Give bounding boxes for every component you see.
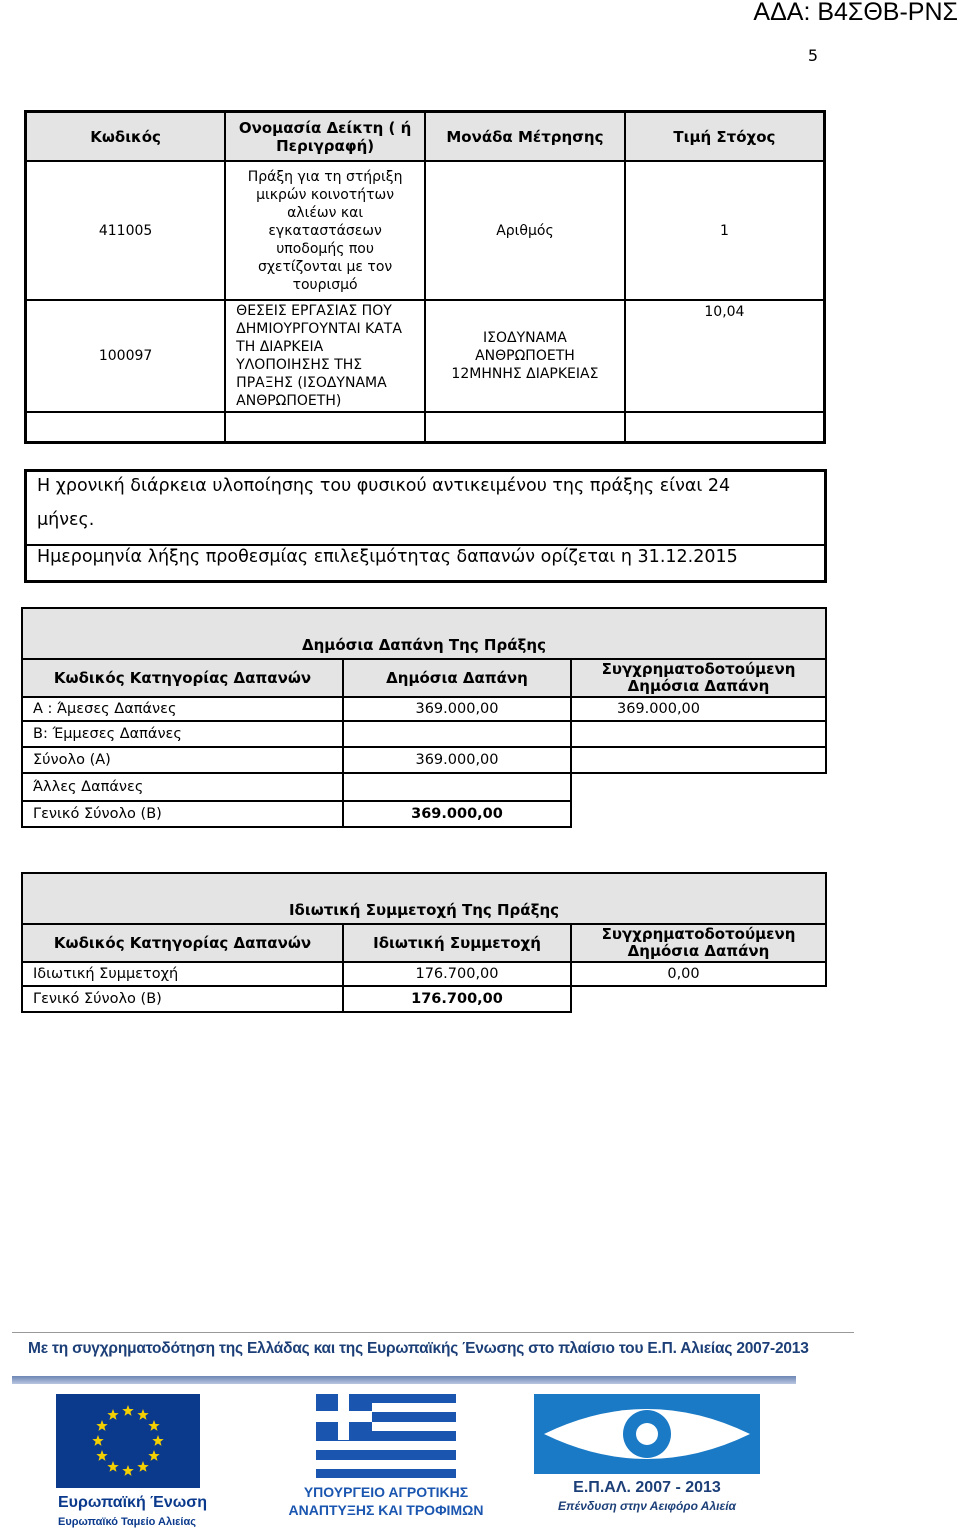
public-expenditure-table: [21, 607, 827, 828]
ministry-logo: [288, 1394, 484, 1530]
private-total: 176.700,00: [343, 986, 571, 1012]
indicators-table: [24, 110, 826, 444]
private-contribution-title: Ιδιωτική Συμμετοχή Της Πράξης: [22, 873, 826, 924]
table-row: [26, 300, 825, 412]
col-cofinanced-header: Συγχρηματοδοτούμενη Δημόσια Δαπάνη: [571, 659, 826, 697]
public-value: 369.000,00: [343, 697, 571, 721]
col-category-header: Κωδικός Κατηγορίας Δαπανών: [22, 924, 343, 962]
ministry-line-2: ΑΝΑΠΤΥΞΗΣ ΚΑΙ ΤΡΟΦΙΜΩΝ: [288, 1502, 484, 1518]
deadline-line: Ημερομηνία λήξης προθεσμίας επιλεξιμότητας δαπανών ορίζεται η 31.12.2015: [37, 547, 738, 567]
indicator-code: 411005: [26, 161, 226, 300]
table-row: [22, 801, 826, 827]
expense-label: Β: Έμμεσες Δαπάνες: [22, 721, 343, 747]
contribution-label: Ιδιωτική Συμμετοχή: [22, 962, 343, 986]
private-contribution-table: [21, 872, 827, 1013]
table-row: [22, 747, 826, 773]
indicator-target: 10,04: [625, 300, 825, 412]
col-category-header: Κωδικός Κατηγορίας Δαπανών: [22, 659, 343, 697]
footer-bar: [12, 1376, 796, 1384]
expense-label: Α : Άμεσες Δαπάνες: [22, 697, 343, 721]
public-expenditure-title: Δημόσια Δαπάνη Της Πράξης: [22, 608, 826, 659]
cofinanced-value: [571, 747, 826, 773]
eu-logo: [56, 1394, 206, 1530]
public-value: [343, 721, 571, 747]
col-target-header: Τιμή Στόχος: [625, 112, 825, 162]
ministry-line-1: ΥΠΟΥΡΓΕΙΟ ΑΓΡΟΤΙΚΗΣ: [303, 1484, 469, 1500]
expense-label: Γενικό Σύνολο (Β): [22, 801, 343, 827]
duration-box: [24, 469, 827, 583]
expense-label: Σύνολο (Α): [22, 747, 343, 773]
epal-subtitle: Επένδυση στην Αειφόρο Αλιεία: [558, 1499, 736, 1513]
cofinanced-value: 0,00: [571, 962, 826, 986]
col-unit-header: Μονάδα Μέτρησης: [425, 112, 625, 162]
cofunding-statement: Με τη συγχρηματοδότηση της Ελλάδας και της Ευρωπαϊκής Ένωσης στο πλαίσιο του Ε.Π. Αλιείας 2007-2013: [28, 1340, 809, 1357]
epal-logo: [534, 1394, 764, 1520]
table-row: [22, 986, 826, 1012]
eu-logo-subtitle: Ευρωπαϊκό Ταμείο Αλιείας: [58, 1516, 196, 1528]
indicator-unit: Αριθμός: [425, 161, 625, 300]
indicator-name: Πράξη για τη στήριξη μικρών κοινοτήτων αλιέων και εγκαταστάσεων υποδομής που σχετίζονται με τον τουρισμό: [225, 161, 425, 300]
col-code-header: Κωδικός: [26, 112, 226, 162]
table-row: [22, 697, 826, 721]
page-number: 5: [807, 46, 818, 65]
indicator-name: ΘΕΣΕΙΣ ΕΡΓΑΣΙΑΣ ΠΟΥ ΔΗΜΙΟΥΡΓΟΥΝΤΑΙ ΚΑΤΑ ΤΗ ΔΙΑΡΚΕΙΑ ΥΛΟΠΟΙΗΣΗΣ ΤΗΣ ΠΡΑΞΗΣ (ΙΣΟΔΥΝΑΜΑ ΑΝΘΡΩΠΟΕΤΗ): [225, 300, 425, 412]
table-row-empty: [26, 412, 825, 443]
table-row: [22, 773, 826, 801]
indicator-unit: ΙΣΟΔΥΝΑΜΑ ΑΝΘΡΩΠΟΕΤΗ 12ΜΗΝΗΣ ΔΙΑΡΚΕΙΑΣ: [425, 300, 625, 412]
cofinanced-value: [571, 721, 826, 747]
public-value: 369.000,00: [343, 747, 571, 773]
col-cofinanced-header: Συγχρηματοδοτούμενη Δημόσια Δαπάνη: [571, 924, 826, 962]
duration-line: Η χρονική διάρκεια υλοποίησης του φυσικού αντικειμένου της πράξης είναι 24: [37, 476, 731, 496]
public-total: 369.000,00: [343, 801, 571, 827]
footer-divider: [12, 1332, 854, 1333]
indicator-code: 100097: [26, 300, 226, 412]
table-row: [26, 161, 825, 300]
col-private-header: Ιδιωτική Συμμετοχή: [343, 924, 571, 962]
duration-line: μήνες.: [37, 510, 95, 530]
contribution-label: Γενικό Σύνολο (Β): [22, 986, 343, 1012]
indicator-target: 1: [625, 161, 825, 300]
public-value: [343, 773, 571, 801]
eu-logo-title: Ευρωπαϊκή Ένωση: [58, 1494, 207, 1511]
table-row: [22, 962, 826, 986]
col-name-header: Ονομασία Δείκτη ( ή Περιγραφή): [225, 112, 425, 162]
indicators-header-row: [26, 112, 825, 162]
private-value: 176.700,00: [343, 962, 571, 986]
ada-code: ΑΔΑ: Β4ΣΘΒ-ΡΝΣ: [753, 0, 958, 26]
expense-label: Άλλες Δαπάνες: [22, 773, 343, 801]
table-row: [22, 721, 826, 747]
epal-title: Ε.Π.ΑΛ. 2007 - 2013: [573, 1479, 721, 1496]
cofinanced-value: 369.000,00: [571, 697, 826, 721]
col-public-header: Δημόσια Δαπάνη: [343, 659, 571, 697]
